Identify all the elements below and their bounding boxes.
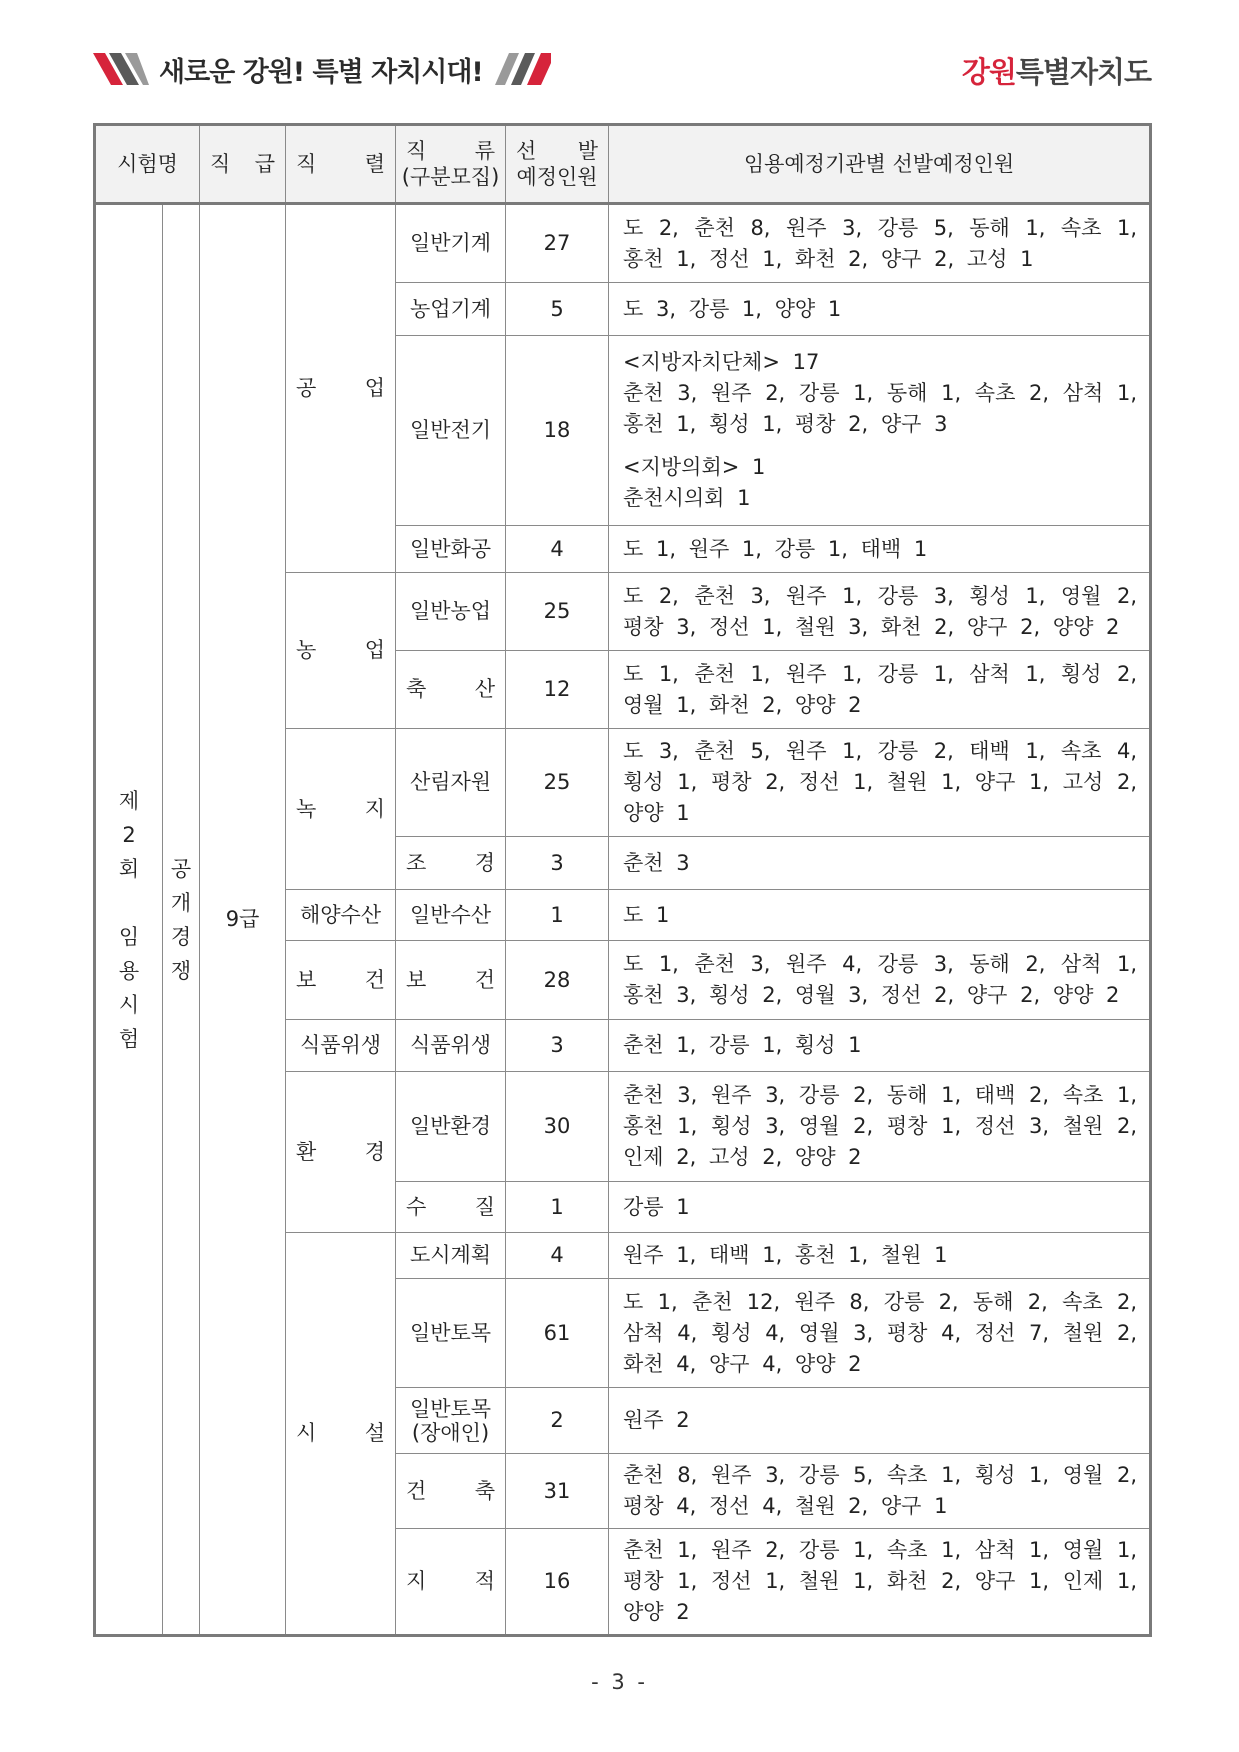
count-cell: 28 bbox=[506, 941, 609, 1020]
header-alloc: 임용예정기관별 선발예정인원 bbox=[609, 125, 1151, 204]
alloc-cell: 춘천 8, 원주 3, 강릉 5, 속초 1, 횡성 1, 영월 2, 평창 4, 정선 4, 철원 2, 양구 1 bbox=[609, 1454, 1151, 1529]
series-cell: 식품위생 bbox=[286, 1020, 396, 1072]
series-cell: 농 업 bbox=[286, 573, 396, 729]
class-cell: 수 질 bbox=[396, 1182, 506, 1233]
brand-rest: 특별자치도 bbox=[1015, 55, 1151, 89]
alloc-cell: 도 3, 강릉 1, 양양 1 bbox=[609, 283, 1151, 336]
page-number: - 3 - bbox=[591, 1670, 648, 1694]
header-series: 직 렬 bbox=[286, 125, 396, 204]
recruitment-table-wrapper bbox=[93, 123, 1149, 1637]
count-cell: 27 bbox=[506, 204, 609, 283]
header-class: 직 류 (구분모집) bbox=[396, 125, 506, 204]
count-cell: 4 bbox=[506, 526, 609, 573]
alloc-cell: 원주 2 bbox=[609, 1388, 1151, 1454]
count-cell: 25 bbox=[506, 573, 609, 651]
alloc-subtitle: <지방자치단체> 17 bbox=[623, 350, 820, 374]
count-cell: 25 bbox=[506, 729, 609, 837]
class-cell: 일반토목 bbox=[396, 1279, 506, 1388]
stripes-left-icon bbox=[93, 53, 149, 85]
series-cell: 공 업 bbox=[286, 204, 396, 573]
alloc-cell: 춘천 3, 원주 3, 강릉 2, 동해 1, 태백 2, 속초 1, 홍천 1, 횡성 3, 영월 2, 평창 1, 정선 3, 철원 2, 인제 2, 고성 2, 양양 2 bbox=[609, 1072, 1151, 1182]
class-cell: 일반화공 bbox=[396, 526, 506, 573]
slogan-banner bbox=[93, 46, 551, 92]
alloc-cell bbox=[609, 336, 1151, 526]
count-cell: 16 bbox=[506, 1529, 609, 1636]
series-cell: 보 건 bbox=[286, 941, 396, 1020]
class-cell: 식품위생 bbox=[396, 1020, 506, 1072]
class-cell: 보 건 bbox=[396, 941, 506, 1020]
class-cell: 산림자원 bbox=[396, 729, 506, 837]
alloc-cell: 도 2, 춘천 3, 원주 1, 강릉 3, 횡성 1, 영월 2, 평창 3, 정선 1, 철원 3, 화천 2, 양구 2, 양양 2 bbox=[609, 573, 1151, 651]
alloc-cell: 원주 1, 태백 1, 홍천 1, 철원 1 bbox=[609, 1233, 1151, 1279]
count-cell: 2 bbox=[506, 1388, 609, 1454]
class-cell: 지 적 bbox=[396, 1529, 506, 1636]
class-cell: 농업기계 bbox=[396, 283, 506, 336]
count-cell: 31 bbox=[506, 1454, 609, 1529]
header-grade: 직 급 bbox=[200, 125, 286, 204]
count-cell: 4 bbox=[506, 1233, 609, 1279]
alloc-cell: 춘천 3 bbox=[609, 837, 1151, 890]
count-cell: 1 bbox=[506, 1182, 609, 1233]
alloc-cell: 강릉 1 bbox=[609, 1182, 1151, 1233]
series-cell: 환 경 bbox=[286, 1072, 396, 1233]
count-cell: 61 bbox=[506, 1279, 609, 1388]
class-cell: 일반환경 bbox=[396, 1072, 506, 1182]
header-count: 선 발 예정인원 bbox=[506, 125, 609, 204]
class-cell: 도시계획 bbox=[396, 1233, 506, 1279]
recruit-type-cell: 공 개 경 쟁 bbox=[163, 204, 200, 1636]
grade-cell: 9급 bbox=[200, 204, 286, 1636]
alloc-text: 춘천 3, 원주 2, 강릉 1, 동해 1, 속초 2, 삼척 1, 홍천 1, 횡성 1, 평창 2, 양구 3 bbox=[623, 381, 1138, 436]
brand-accent: 강원 bbox=[961, 55, 1016, 89]
exam-name-cell: 제 2 회 임 용 시 험 bbox=[95, 204, 163, 1636]
alloc-cell: 도 3, 춘천 5, 원주 1, 강릉 2, 태백 1, 속초 4, 횡성 1, 평창 2, 정선 1, 철원 1, 양구 1, 고성 2, 양양 1 bbox=[609, 729, 1151, 837]
alloc-cell: 도 1 bbox=[609, 890, 1151, 941]
province-logo bbox=[962, 50, 1151, 91]
class-cell: 축 산 bbox=[396, 651, 506, 729]
alloc-cell: 도 1, 춘천 12, 원주 8, 강릉 2, 동해 2, 속초 2, 삼척 4, 횡성 4, 영월 3, 평창 4, 정선 7, 철원 2, 화천 4, 양구 4, 양양 2 bbox=[609, 1279, 1151, 1388]
count-cell: 30 bbox=[506, 1072, 609, 1182]
table-row bbox=[95, 204, 1151, 283]
series-cell: 녹 지 bbox=[286, 729, 396, 890]
count-cell: 1 bbox=[506, 890, 609, 941]
alloc-cell: 도 1, 춘천 1, 원주 1, 강릉 1, 삼척 1, 횡성 2, 영월 1, 화천 2, 양양 2 bbox=[609, 651, 1151, 729]
page-header bbox=[93, 46, 1151, 92]
class-cell: 일반농업 bbox=[396, 573, 506, 651]
count-cell: 18 bbox=[506, 336, 609, 526]
alloc-subtitle: <지방의회> 1 bbox=[623, 455, 766, 479]
alloc-cell: 도 2, 춘천 8, 원주 3, 강릉 5, 동해 1, 속초 1, 홍천 1, 정선 1, 화천 2, 양구 2, 고성 1 bbox=[609, 204, 1151, 283]
alloc-cell: 도 1, 춘천 3, 원주 4, 강릉 3, 동해 2, 삼척 1, 홍천 3, 횡성 2, 영월 3, 정선 2, 양구 2, 양양 2 bbox=[609, 941, 1151, 1020]
slogan-text: 새로운 강원! 특별 자치시대! bbox=[159, 56, 483, 88]
class-cell: 일반기계 bbox=[396, 204, 506, 283]
header-row bbox=[95, 125, 1151, 204]
count-cell: 3 bbox=[506, 837, 609, 890]
alloc-cell: 도 1, 원주 1, 강릉 1, 태백 1 bbox=[609, 526, 1151, 573]
header-exam: 시험명 bbox=[95, 125, 200, 204]
class-cell: 일반토목 (장애인) bbox=[396, 1388, 506, 1454]
recruitment-table bbox=[93, 123, 1152, 1637]
alloc-cell: 춘천 1, 원주 2, 강릉 1, 속초 1, 삼척 1, 영월 1, 평창 1, 정선 1, 철원 1, 화천 2, 양구 1, 인제 1, 양양 2 bbox=[609, 1529, 1151, 1636]
alloc-text: 춘천시의회 1 bbox=[623, 486, 751, 510]
count-cell: 5 bbox=[506, 283, 609, 336]
class-cell: 일반수산 bbox=[396, 890, 506, 941]
count-cell: 3 bbox=[506, 1020, 609, 1072]
class-cell: 조 경 bbox=[396, 837, 506, 890]
stripes-right-icon bbox=[495, 53, 551, 85]
class-cell: 건 축 bbox=[396, 1454, 506, 1529]
alloc-cell: 춘천 1, 강릉 1, 횡성 1 bbox=[609, 1020, 1151, 1072]
series-cell: 해양수산 bbox=[286, 890, 396, 941]
count-cell: 12 bbox=[506, 651, 609, 729]
series-cell: 시 설 bbox=[286, 1233, 396, 1636]
class-cell: 일반전기 bbox=[396, 336, 506, 526]
